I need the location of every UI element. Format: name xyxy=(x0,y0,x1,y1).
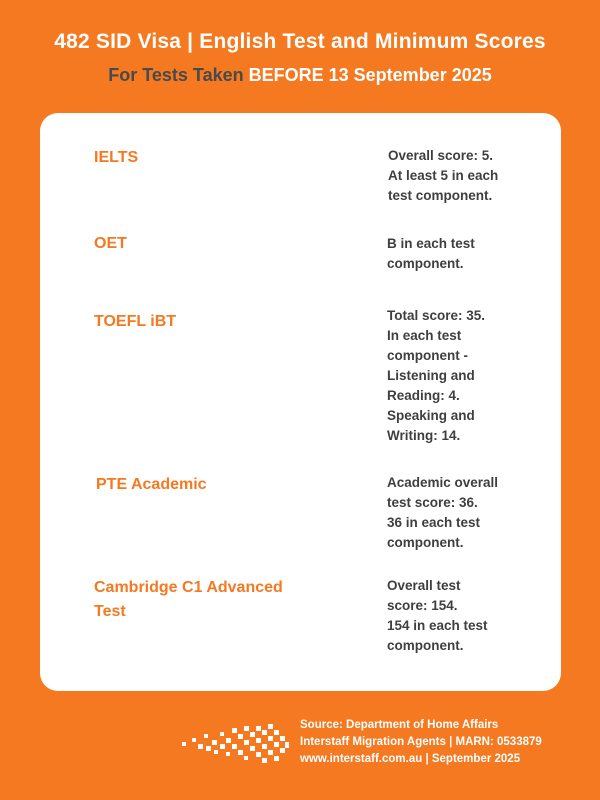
requirement-line: test component. xyxy=(388,188,493,203)
test-name-line: Cambridge C1 Advanced xyxy=(94,579,283,596)
test-requirement-pte-academic xyxy=(387,473,527,553)
requirement-line: 36 in each test xyxy=(387,515,481,530)
test-requirement-toefl-ibt xyxy=(387,306,527,446)
footer-website: www.interstaff.com.au | September 2025 xyxy=(300,753,521,765)
requirement-line: component. xyxy=(387,256,464,271)
interstaff-pixel-face-icon xyxy=(182,724,292,768)
test-name-oet: OET xyxy=(94,235,127,252)
test-requirement-cambridge-c1-advanced xyxy=(387,576,527,656)
requirement-line: Total score: 35. xyxy=(387,308,486,323)
test-name-line: Test xyxy=(94,603,126,620)
requirement-line: In each test xyxy=(387,328,462,343)
test-name-cambridge-c1-advanced xyxy=(94,576,283,624)
test-requirement-ielts xyxy=(388,146,528,206)
subtitle-prefix: For Tests Taken xyxy=(108,65,244,85)
test-name-toefl-ibt: TOEFL iBT xyxy=(94,313,177,330)
requirement-line: Speaking and xyxy=(387,408,475,423)
requirement-line: Overall test xyxy=(387,578,461,593)
test-name-pte-academic: PTE Academic xyxy=(96,476,207,493)
subtitle-emphasis: BEFORE 13 September 2025 xyxy=(248,65,492,85)
page-subtitle xyxy=(0,65,600,86)
footer-source: Source: Department of Home Affairs xyxy=(300,719,499,731)
scores-card xyxy=(40,113,561,691)
requirement-line: B in each test xyxy=(387,236,475,251)
requirement-line: Reading: 4. xyxy=(387,388,460,403)
requirement-line: 154 in each test xyxy=(387,618,488,633)
requirement-line: At least 5 in each xyxy=(388,168,499,183)
test-name-ielts: IELTS xyxy=(94,149,139,166)
requirement-line: component. xyxy=(387,535,464,550)
requirement-line: component - xyxy=(387,348,468,363)
requirement-line: Listening and xyxy=(387,368,475,383)
requirement-line: score: 154. xyxy=(387,598,458,613)
requirement-line: component. xyxy=(387,638,464,653)
footer-agent: Interstaff Migration Agents | MARN: 0533879 xyxy=(300,736,542,748)
requirement-line: Writing: 14. xyxy=(387,428,461,443)
requirement-line: test score: 36. xyxy=(387,495,478,510)
footer-credits xyxy=(300,717,542,768)
requirement-line: Academic overall xyxy=(387,475,499,490)
test-requirement-oet xyxy=(387,234,527,274)
page-title: 482 SID Visa | English Test and Minimum Scores xyxy=(54,30,546,53)
requirement-line: Overall score: 5. xyxy=(388,148,494,163)
